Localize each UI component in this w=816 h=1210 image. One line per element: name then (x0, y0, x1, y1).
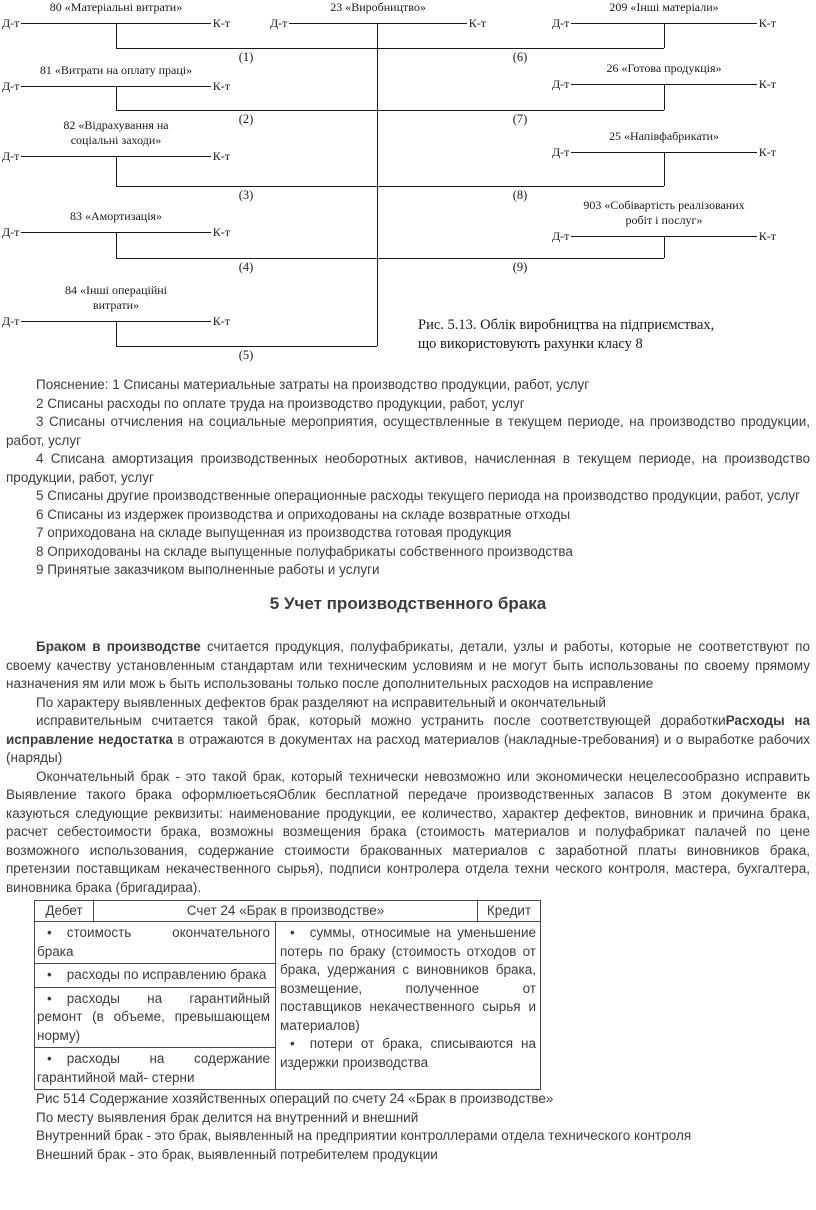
explanation-line: 7 оприходована на складе выпущенная из производства готовая продукция (36, 525, 512, 540)
table-credit-column (276, 922, 540, 1089)
flow-number-6: (6) (512, 50, 528, 64)
explanation-line: 3 Списаны отчисления на социальные мероприятия, осуществленные в текущем периоде, на производство продукции, работ, услуг (6, 414, 810, 448)
bullet-icon: • (47, 990, 52, 1006)
paragraph-final-defect: Окончательный брак - это такой брак, который технически невозможно или экономически нецелесообразно исправить Выявление такого брака оформлюетьсяОблик бесплатной передаче производственных запасов В этом документе вк казуються следующие реквизиты: наименование продукции, ее количество, характер дефектов, виновник и причина брака, расчет себестоимости брака, возможны возмещения брака (стоимость материалов и полуфабрикат палачей по цене возможного использования, содержание стоимости бракованных материалов с заработной платы виновников брака, претензии поставщикам некачественного сырья), подписи контролера отдела техни ческого контроля, мастера, бухгалтера, виновника брака (бригадираа). (6, 768, 810, 895)
account-24-table (34, 900, 541, 1090)
connector-line (116, 48, 377, 49)
connector-line (116, 156, 117, 186)
table-cell-text: суммы, относимые на уменьшение потерь по браку (стоимость отходов от брака, удержания с виновников брака, возмещение, полученное от поставщиков некачественного сырья и материалов) (280, 925, 536, 1033)
explanation-line: 9 Принятые заказчиком выполненные работы и услуги (36, 562, 380, 577)
table-row (35, 988, 275, 1049)
table-cell-text: расходы на гарантийный ремонт (в объеме, превышающем норму) (37, 990, 270, 1043)
paragraph-defect-types: По характеру выявленных дефектов брак разделяют на исправительный и окончательный (36, 694, 606, 710)
table-cell-text: стоимость окончательного брака (37, 925, 270, 959)
account-title: 81 «Витрати на оплату праці» (39, 63, 193, 77)
paragraph-text: в отражаются в документах на расход материалов (накладные-требования) и о выработке рабочих (наряды) (6, 731, 810, 765)
paragraph-correctable (6, 712, 810, 768)
t-account-top (270, 15, 486, 31)
explanation-line: Пояснение: 1 Списаны материальные затраты на производство продукции, работ, услуг (36, 377, 590, 392)
account-title: 25 «Напівфабрикати» (608, 129, 720, 143)
credit-label: К-т (758, 144, 776, 159)
connector-line (377, 258, 664, 259)
account-title: 80 «Матеріальні витрати» (49, 0, 183, 14)
table-row (35, 964, 275, 988)
main-text (0, 374, 816, 1164)
connector-line (116, 186, 377, 187)
account-title: 23 «Виробництво» (330, 0, 426, 14)
table-debit-column (35, 922, 276, 1089)
connector-line (664, 84, 665, 110)
explanation-line: 4 Списана амортизация производственных необоротных активов, начисленная в текущем периоде, на производство продукции, работ, услуг (6, 451, 810, 485)
connector-line (377, 48, 664, 49)
credit-label: К-т (212, 78, 230, 93)
account-23 (270, 0, 486, 31)
connector-line (377, 110, 664, 111)
explanation-line: 5 Списаны другие производственные операционные расходы текущего периода на производство продукции, работ, услуг (36, 488, 801, 503)
bold-inline: Расходы на исправление недостатка (6, 713, 810, 747)
debit-label: Д-т (2, 224, 20, 239)
table-cell-text: расходы на содержание гарантийной май- стерни (37, 1051, 270, 1085)
explanation-line: 8 Оприходованы на складе выпущенные полуфабрикаты собственного производства (36, 543, 573, 559)
debit-label: Д-т (552, 144, 570, 159)
credit-label: К-т (758, 15, 776, 30)
flow-number-1: (1) (238, 50, 254, 64)
credit-label: К-т (212, 224, 230, 239)
table-header-credit: Кредит (477, 901, 540, 921)
debit-label: Д-т (552, 76, 570, 91)
explanation-line: 6 Списаны из издержек производства и оприходованы на складе возвратные отходы (36, 506, 571, 522)
credit-label: К-т (212, 313, 230, 328)
paragraph-text: считается продукция, полуфабрикаты, детали, узлы и работы, которые не соответствуют по своему качеству установленным стандартам или техническим условиям и не могут быть использованы по своему прямому назначения ям или мож ь быть использованы только после дополнительных расходов на исправление (6, 639, 810, 691)
connector-line (116, 86, 117, 110)
table-row (35, 1048, 275, 1089)
connector-line (664, 236, 665, 258)
account-title: 903 «Собівартість реалізованих робіт і послуг» (583, 198, 745, 227)
account-title: 209 «Інші матеріали» (609, 0, 719, 14)
table-header-debit: Дебет (35, 901, 94, 921)
explanation-line: 2 Списаны расходы по оплате труда на производство продукции, работ, услуг (36, 395, 525, 411)
account-title: 26 «Готова продукція» (606, 61, 722, 75)
credit-label: К-т (468, 15, 486, 30)
flow-number-8: (8) (512, 188, 528, 202)
connector-line (664, 152, 665, 186)
connector-line (377, 23, 378, 346)
table-body (35, 922, 540, 1089)
connector-line (116, 258, 377, 259)
debit-label: Д-т (2, 313, 20, 328)
debit-label: Д-т (552, 15, 570, 30)
section-heading: 5 Учет производственного брака (269, 593, 547, 613)
flow-number-4: (4) (238, 260, 254, 274)
connector-line (377, 186, 664, 187)
credit-label: К-т (758, 76, 776, 91)
debit-label: Д-т (2, 148, 20, 163)
table-caption: Рис 514 Содержание хозяйственных операций по счету 24 «Брак в производстве» (36, 1091, 554, 1106)
figure-5-13-diagram (0, 0, 816, 374)
figure-caption: Рис. 5.13. Облік виробництва на підприємствах, що використовують рахунки класу 8 (418, 317, 715, 352)
footer-line: Внешний брак - это брак, выявленный потребителем продукции (36, 1146, 438, 1162)
connector-line (116, 110, 377, 111)
bullet-icon: • (47, 1051, 52, 1066)
credit-label: К-т (212, 15, 230, 30)
table-header-title: Счет 24 «Брак в производстве» (186, 903, 385, 918)
bullet-icon: • (290, 925, 295, 940)
table-cell-text: расходы по исправлению брака (66, 967, 267, 982)
t-account-line (289, 23, 466, 24)
credit-label: К-т (758, 228, 776, 243)
paragraph-text: исправительным считается такой брак, который можно устранить после соответствующей доработки (36, 713, 726, 728)
debit-label: Д-т (270, 15, 288, 30)
table-cell-text: потери от брака, списываются на издержки производства (280, 1036, 536, 1070)
table-row (280, 1035, 536, 1072)
connector-line (116, 321, 117, 346)
bullet-icon: • (47, 967, 52, 982)
connector-line (116, 346, 377, 347)
table-row (280, 924, 536, 1035)
connector-line (664, 23, 665, 48)
footer-line: Внутренний брак - это брак, выявленный на предприятии контроллерами отдела технического контроля (36, 1128, 692, 1143)
paragraph-brak-definition (6, 638, 810, 694)
credit-label: К-т (212, 148, 230, 163)
account-title: 84 «Інші операційні витрати» (65, 283, 167, 312)
bullet-icon: • (290, 1036, 295, 1051)
table-row (35, 922, 275, 964)
flow-number-9: (9) (512, 260, 528, 274)
flow-number-7: (7) (512, 112, 528, 126)
debit-label: Д-т (2, 15, 20, 30)
flow-number-2: (2) (238, 112, 254, 126)
table-header-row (35, 901, 540, 922)
footer-line: По месту выявления брак делится на внутренний и внешний (36, 1109, 419, 1125)
debit-label: Д-т (552, 228, 570, 243)
connector-line (116, 232, 117, 258)
debit-label: Д-т (2, 78, 20, 93)
account-title: 82 «Відрахування на соціальні заходи» (63, 118, 169, 147)
account-title: 83 «Амортизація» (69, 209, 163, 223)
flow-number-3: (3) (238, 188, 254, 202)
connector-line (116, 23, 117, 48)
bullet-icon: • (47, 925, 52, 940)
bold-lead: Браком в производстве (36, 639, 201, 654)
flow-number-5: (5) (238, 348, 254, 362)
